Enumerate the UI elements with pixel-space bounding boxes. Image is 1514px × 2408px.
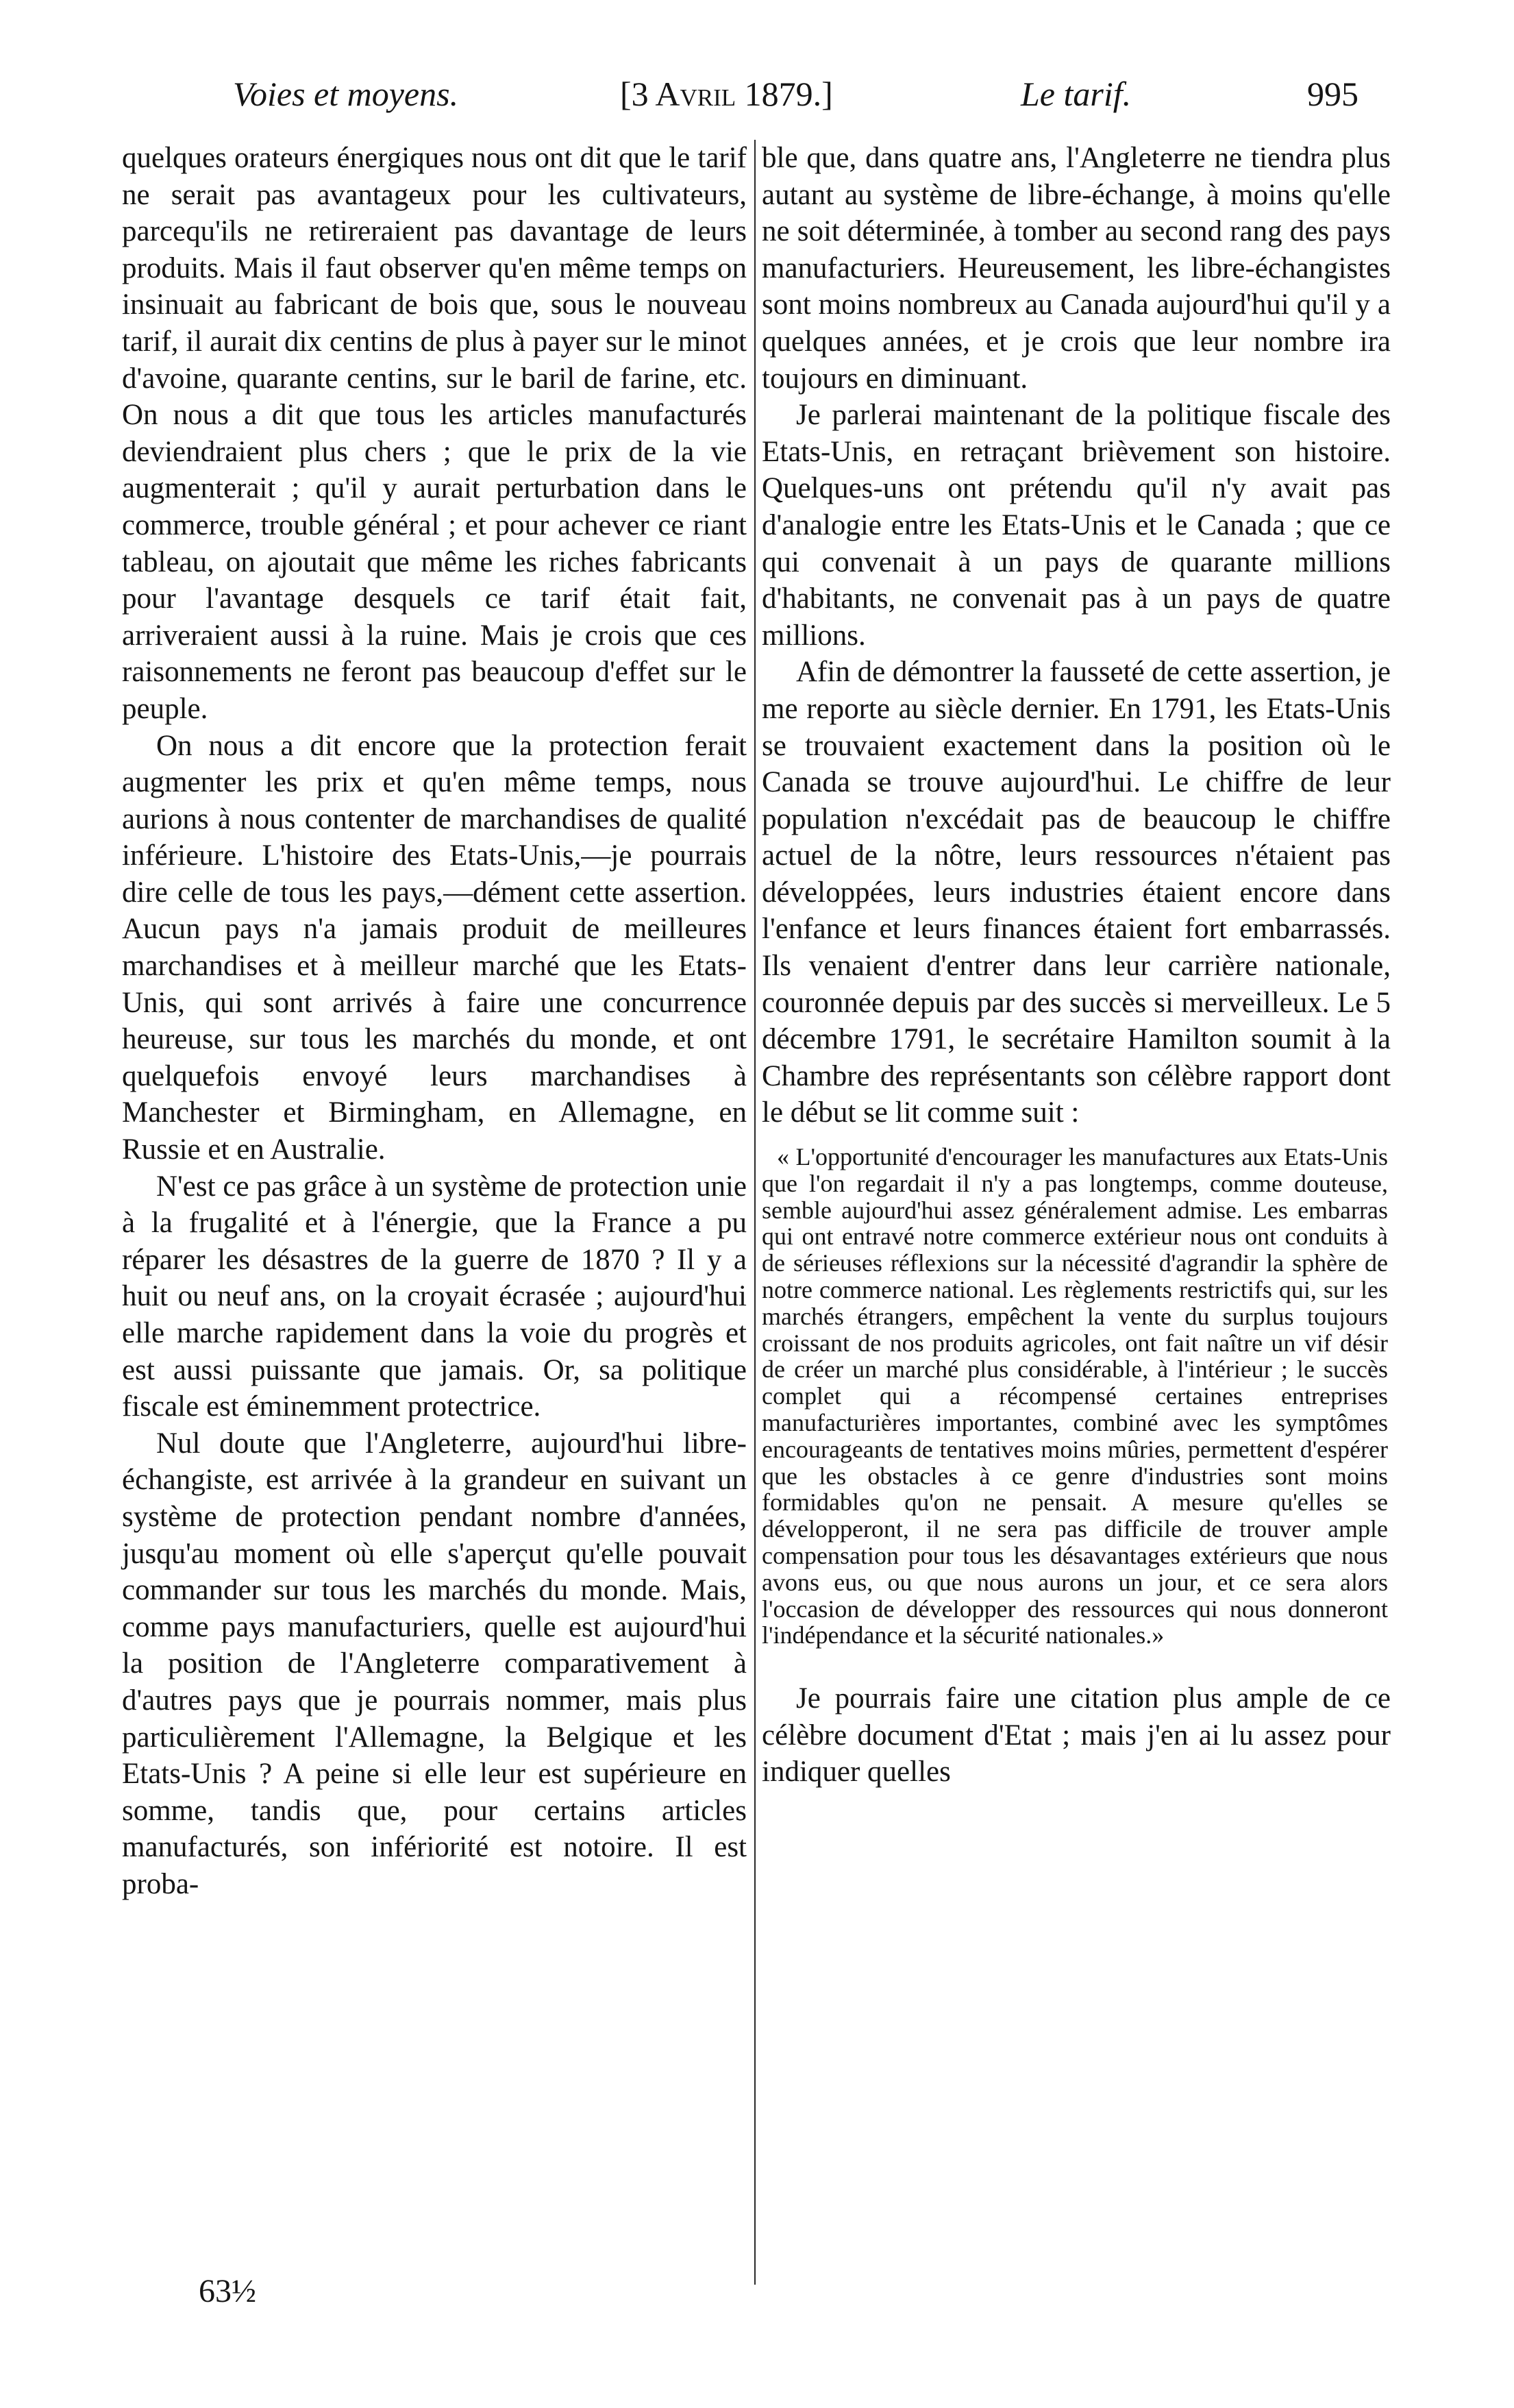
running-header bbox=[0, 74, 1514, 129]
block-quote: « L'opportunité d'encourager les manufactures aux Etats-Unis que l'on regardait il n'y a pas longtemps, comme douteuse, semble aujourd'hui assez généralement admise. Les embarras qui ont entravé notre commerce extérieur nous ont conduits à de sérieuses réflexions sur la nécessité d'agrandir la sphère de notre commerce national. Les règlements restrictifs qui, sur les marchés étrangers, empêchent la vente du surplus toujours croissant de nos produits agricoles, ont fait naître un vif désir de créer un marché plus considérable, à l'intérieur ; le succès complet qui a récompensé certaines entreprises manufacturières importantes, combiné avec les symptômes encourageants de tentatives moins mûries, permettent d'espérer que les obstacles à ce genre d'industries sont moins formidables qu'on ne pensait. A mesure qu'elles se développeront, il ne sera pas difficile de trouver ample compensation pour tous les désavantages extérieurs que nous avons eus, ou que nous aurons un jour, et ce sera alors l'occasion de développer des ressources qui nous donneront l'indépendance et la sécurité nationales.» bbox=[762, 1143, 1388, 1649]
column-divider bbox=[754, 140, 756, 2285]
paragraph: ble que, dans quatre ans, l'Angleterre ne tiendra plus autant au système de libre-échange, à moins qu'elle ne soit déterminée, à tomber au second rang des pays manufacturiers. Heureusement, les libre-échangistes sont moins nombreux au Canada aujourd'hui qu'il y a quelques années, et je crois que leur nombre ira toujours en diminuant. bbox=[762, 142, 1391, 395]
left-column bbox=[122, 140, 747, 2250]
paragraph: quelques orateurs énergiques nous ont dit que le tarif ne serait pas avantageux pour les cultivateurs, parcequ'ils ne retireraient pas davantage de leurs produits. Mais il faut observer qu'en même temps on insinuait au fabricant de bois que, sous le nouveau tarif, il aurait dix centins de plus à payer sur le minot d'avoine, quarante centins, sur le baril de farine, etc. On nous a dit que tous les articles manufacturés deviendraient plus chers ; que le prix de la vie augmenterait ; qu'il y aurait perturbation dans le commerce, trouble général ; et pour achever ce riant tableau, on ajoutait que même les riches fabricants pour l'avantage desquels ce tarif était fait, arriveraient aussi à la ruine. Mais je crois que ces raisonnements ne feront pas beaucoup d'effet sur le peuple. bbox=[122, 142, 747, 725]
header-section-right: Le tarif. bbox=[1021, 75, 1132, 113]
paragraph: On nous a dit encore que la protection ferait augmenter les prix et qu'en même temps, nous aurions à nous contenter de marchandises de qualité inférieure. L'histoire des Etats-Unis,—je pourrais dire celle de tous les pays,—dément cette assertion. Aucun pays n'a jamais produit de meilleures marchandises et à meilleur marché que les Etats-Unis, qui sont arrivés à faire une concurrence heureuse, sur tous les marchés du monde, et ont quelquefois envoyé leurs marchandises à Manchester et Birmingham, en Allemagne, en Russie et en Australie. bbox=[122, 729, 747, 1166]
paragraph: Nul doute que l'Angleterre, aujourd'hui libre-échangiste, est arrivée à la grandeur en suivant un système de protection pendant nombre d'années, jusqu'au moment où elle s'aperçut qu'elle pouvait commander sur tous les marchés du monde. Mais, comme pays manufacturiers, quelle est aujourd'hui la position de l'Angleterre comparativement à d'autres pays que je pourrais nommer, mais plus particulièrement l'Allemagne, la Belgique et les Etats-Unis ? A peine si elle leur est supérieure en somme, tandis que, pour certains articles manufacturés, son infériorité est notoire. Il est proba- bbox=[122, 1427, 747, 1900]
paragraph: Je parlerai maintenant de la politique fiscale des Etats-Unis, en retraçant brièvement son histoire. Quelques-uns ont prétendu qu'il n'y avait pas d'analogie entre les Etats-Unis et le Canada ; que ce qui convenait à un pays de quarante millions d'habitants, ne convenait pas à un pays de quatre millions. bbox=[762, 399, 1391, 652]
signature-mark: 63½ bbox=[199, 2273, 256, 2309]
paragraph: Je pourrais faire une citation plus ample de ce célèbre document d'Etat ; mais j'en ai lu assez pour indiquer quelles bbox=[762, 1682, 1391, 1789]
paragraph: Afin de démontrer la fausseté de cette assertion, je me reporte au siècle dernier. En 1791, les Etats-Unis se trouvaient exactement dans la position où le Canada se trouve aujourd'hui. Le chiffre de leur population n'excédait pas de beaucoup le chiffre actuel de la nôtre, leurs ressources n'étaient pas développées, leurs industries étaient encore dans l'enfance et leurs finances étaient fort embarrassés. Ils venaient d'entrer dans leur carrière nationale, couronnée depuis par des succès si merveilleux. Le 5 décembre 1791, le secrétaire Hamilton soumit à la Chambre des représentants son célèbre rapport dont le début se lit comme suit : bbox=[762, 656, 1391, 1129]
paragraph: N'est ce pas grâce à un système de protection unie à la frugalité et à l'énergie, que la France a pu réparer les désastres de la guerre de 1870 ? Il y a huit ou neuf ans, on la croyait écrasée ; aujourd'hui elle marche rapidement dans la voie du progrès et est aussi puissante que jamais. Or, sa politique fiscale est éminemment protectrice. bbox=[122, 1170, 747, 1423]
header-section-left: Voies et moyens. bbox=[233, 75, 459, 113]
page-number: 995 bbox=[1307, 75, 1358, 113]
right-column bbox=[762, 140, 1391, 2264]
header-date: [3 Avril 1879.] bbox=[620, 75, 833, 113]
